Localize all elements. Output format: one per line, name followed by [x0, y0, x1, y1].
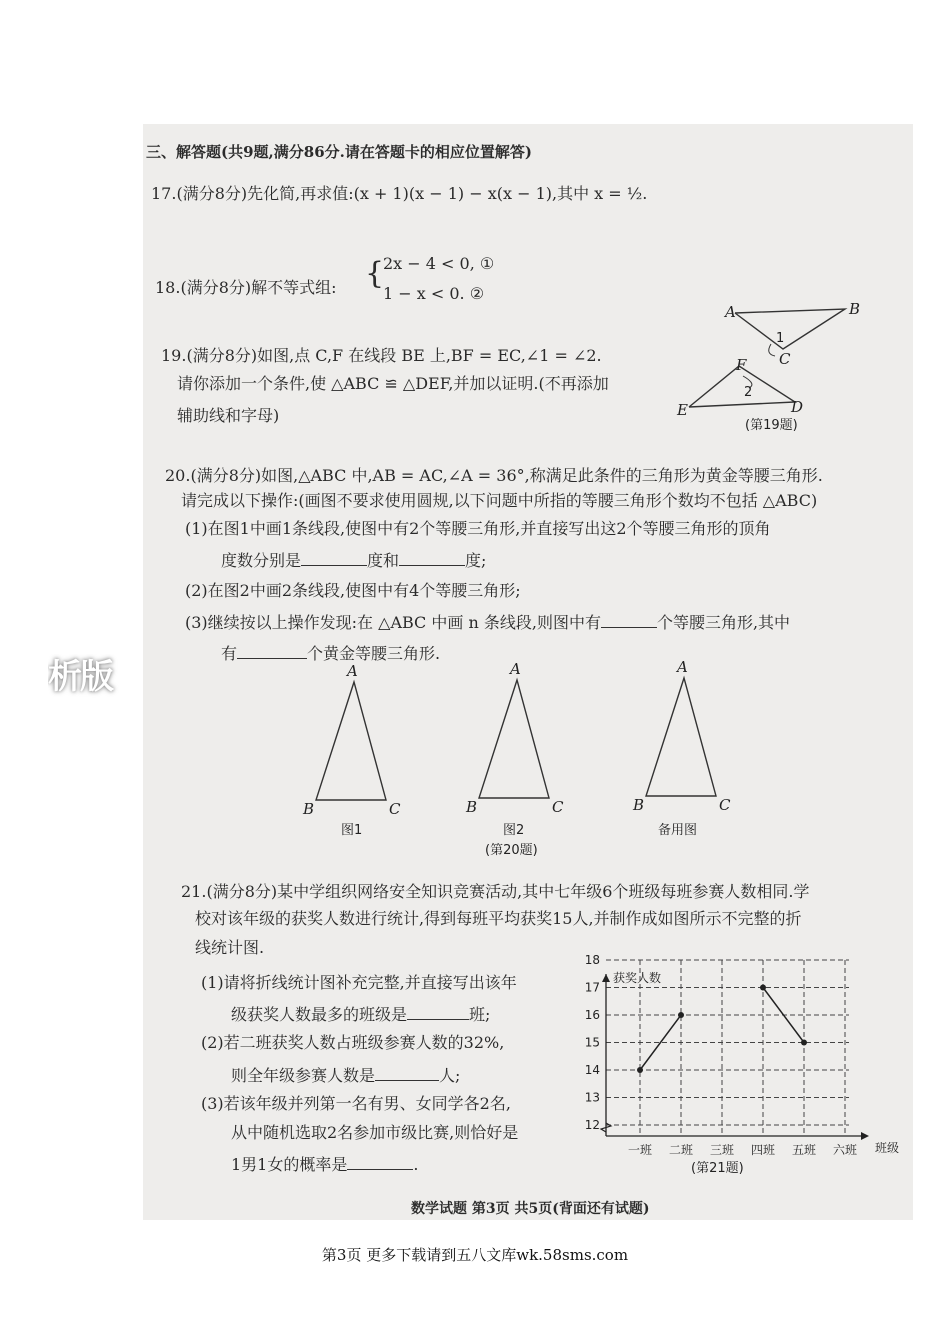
question-20-part2: (2)在图2中画2条线段,使图中有4个等腰三角形;	[185, 581, 521, 600]
side-watermark: 析版	[48, 657, 112, 697]
x-tick-label: 一班	[627, 1143, 653, 1157]
fig20-3-label-a: A	[677, 658, 688, 676]
section-header: 三、解答题(共9题,满分86分.请在答题卡的相应位置解答)	[146, 143, 532, 161]
y-tick-label: 17	[584, 980, 600, 995]
fig19-label-c: C	[779, 350, 791, 368]
question-21-line2: 校对该年级的获奖人数进行统计,得到每班平均获奖15人,并制作成如图所示不完整的折	[195, 909, 802, 928]
question-19-line1: 19.(满分8分)如图,点 C,F 在线段 BE 上,BF = EC,∠1 = ∠2.	[161, 346, 602, 365]
question-20-part1-line2: 度数分别是 度和 度;	[221, 551, 487, 570]
fig20-2-label-b: B	[466, 798, 478, 816]
fig20-1-label-a: A	[347, 662, 358, 680]
fig19-label-e: E	[677, 401, 688, 419]
x-tick-label: 四班	[750, 1143, 776, 1157]
y-tick-label: 14	[584, 1063, 600, 1077]
question-20-part3-line2: 有 个黄金等腰三角形.	[221, 644, 441, 663]
question-21-part1-line1: (1)请将折线统计图补充完整,并直接写出该年	[201, 973, 517, 992]
question-21-line3: 线统计图.	[195, 938, 265, 957]
y-tick-label: 18	[584, 953, 600, 967]
chart-grid	[606, 960, 849, 1136]
fig20-caption-spare: 备用图	[658, 823, 698, 838]
question-21-part3-line2: 从中随机选取2名参加市级比赛,则恰好是	[231, 1123, 519, 1142]
question-21-part3-line3: 1男1女的概率是 .	[231, 1155, 419, 1174]
system-brace: {	[365, 256, 385, 291]
fig20-1-label-c: C	[389, 800, 401, 818]
data-point	[678, 1012, 684, 1018]
question-18-line1: 2x − 4 < 0, ①	[383, 254, 495, 273]
question-17: 17.(满分8分)先化简,再求值:(x + 1)(x − 1) − x(x − 1),其中 x = ½.	[151, 184, 648, 203]
question-19-line2: 请你添加一个条件,使 △ABC ≌ △DEF,并加以证明.(不再添加	[177, 374, 609, 393]
fig20-caption-1: 图1	[341, 823, 363, 838]
fig21-caption: (第21题)	[691, 1161, 744, 1176]
question-21-line1: 21.(满分8分)某中学组织网络安全知识竞赛活动,其中七年级6个班级每班参赛人数相同.学	[181, 882, 810, 901]
chart-x-axis-label: 班级	[875, 1141, 900, 1155]
question-18-line2: 1 − x < 0. ②	[383, 284, 485, 303]
x-tick-label: 五班	[791, 1143, 817, 1157]
data-point	[801, 1040, 807, 1046]
fig20-caption-2: 图2	[503, 823, 525, 838]
document-footer: 第3页 更多下载请到五八文库wk.58sms.com	[321, 1246, 629, 1264]
question-20-part1-line1: (1)在图1中画1条线段,使图中有2个等腰三角形,并直接写出这2个等腰三角形的顶角	[185, 519, 771, 538]
question-19-line3: 辅助线和字母)	[177, 406, 280, 425]
y-tick-label: 13	[584, 1090, 600, 1105]
question-21-part3-line1: (3)若该年级并列第一名有男、女同学各2名,	[201, 1094, 511, 1113]
question-18-intro: 18.(满分8分)解不等式组:	[155, 278, 337, 297]
page-footer: 数学试题 第3页 共5页(背面还有试题)	[411, 1201, 650, 1217]
fig19-caption: (第19题)	[745, 418, 798, 433]
x-tick-label: 三班	[709, 1143, 735, 1157]
y-axis-arrow	[602, 974, 610, 982]
question-21-part2-line2: 则全年级参赛人数是 人;	[231, 1066, 461, 1085]
fig19-angle-2: 2	[744, 385, 753, 400]
y-tick-label: 16	[584, 1008, 600, 1022]
fig20-2-label-c: C	[552, 798, 564, 816]
fig20-2-label-a: A	[510, 660, 521, 678]
fig20-caption: (第20题)	[485, 843, 538, 858]
line-chart-21	[143, 124, 913, 1220]
x-tick-label: 六班	[832, 1143, 858, 1157]
fig19-label-b: B	[849, 300, 861, 318]
fig20-3-label-c: C	[719, 796, 731, 814]
y-tick-label: 12	[584, 1118, 600, 1132]
fig19-angle-1: 1	[776, 331, 785, 346]
x-tick-label: 二班	[668, 1143, 694, 1157]
question-20-line1: 20.(满分8分)如图,△ABC 中,AB = AC,∠A = 36°,称满足此条件的三角形为黄金等腰三角形.	[165, 466, 823, 485]
fig19-label-d: D	[791, 398, 804, 416]
question-21-part1-line2: 级获奖人数最多的班级是 班;	[231, 1005, 491, 1024]
fig19-label-f: F	[736, 356, 747, 374]
y-tick-label: 15	[584, 1035, 600, 1050]
chart-y-axis-label: 获奖人数	[613, 971, 662, 985]
question-20-part3-line1: (3)继续按以上操作发现:在 △ABC 中画 n 条线段,则图中有 个等腰三角形,其中	[185, 613, 791, 632]
x-axis-arrow	[861, 1132, 869, 1140]
fig20-1-label-b: B	[303, 800, 315, 818]
question-21-part2-line1: (2)若二班获奖人数占班级参赛人数的32%,	[201, 1033, 505, 1052]
fig20-3-label-b: B	[633, 796, 645, 814]
fig19-label-a: A	[725, 303, 736, 321]
scanned-page	[143, 124, 913, 1220]
question-20-line2: 请完成以下操作:(画图不要求使用圆规,以下问题中所指的等腰三角形个数均不包括 △ABC)	[181, 491, 818, 510]
